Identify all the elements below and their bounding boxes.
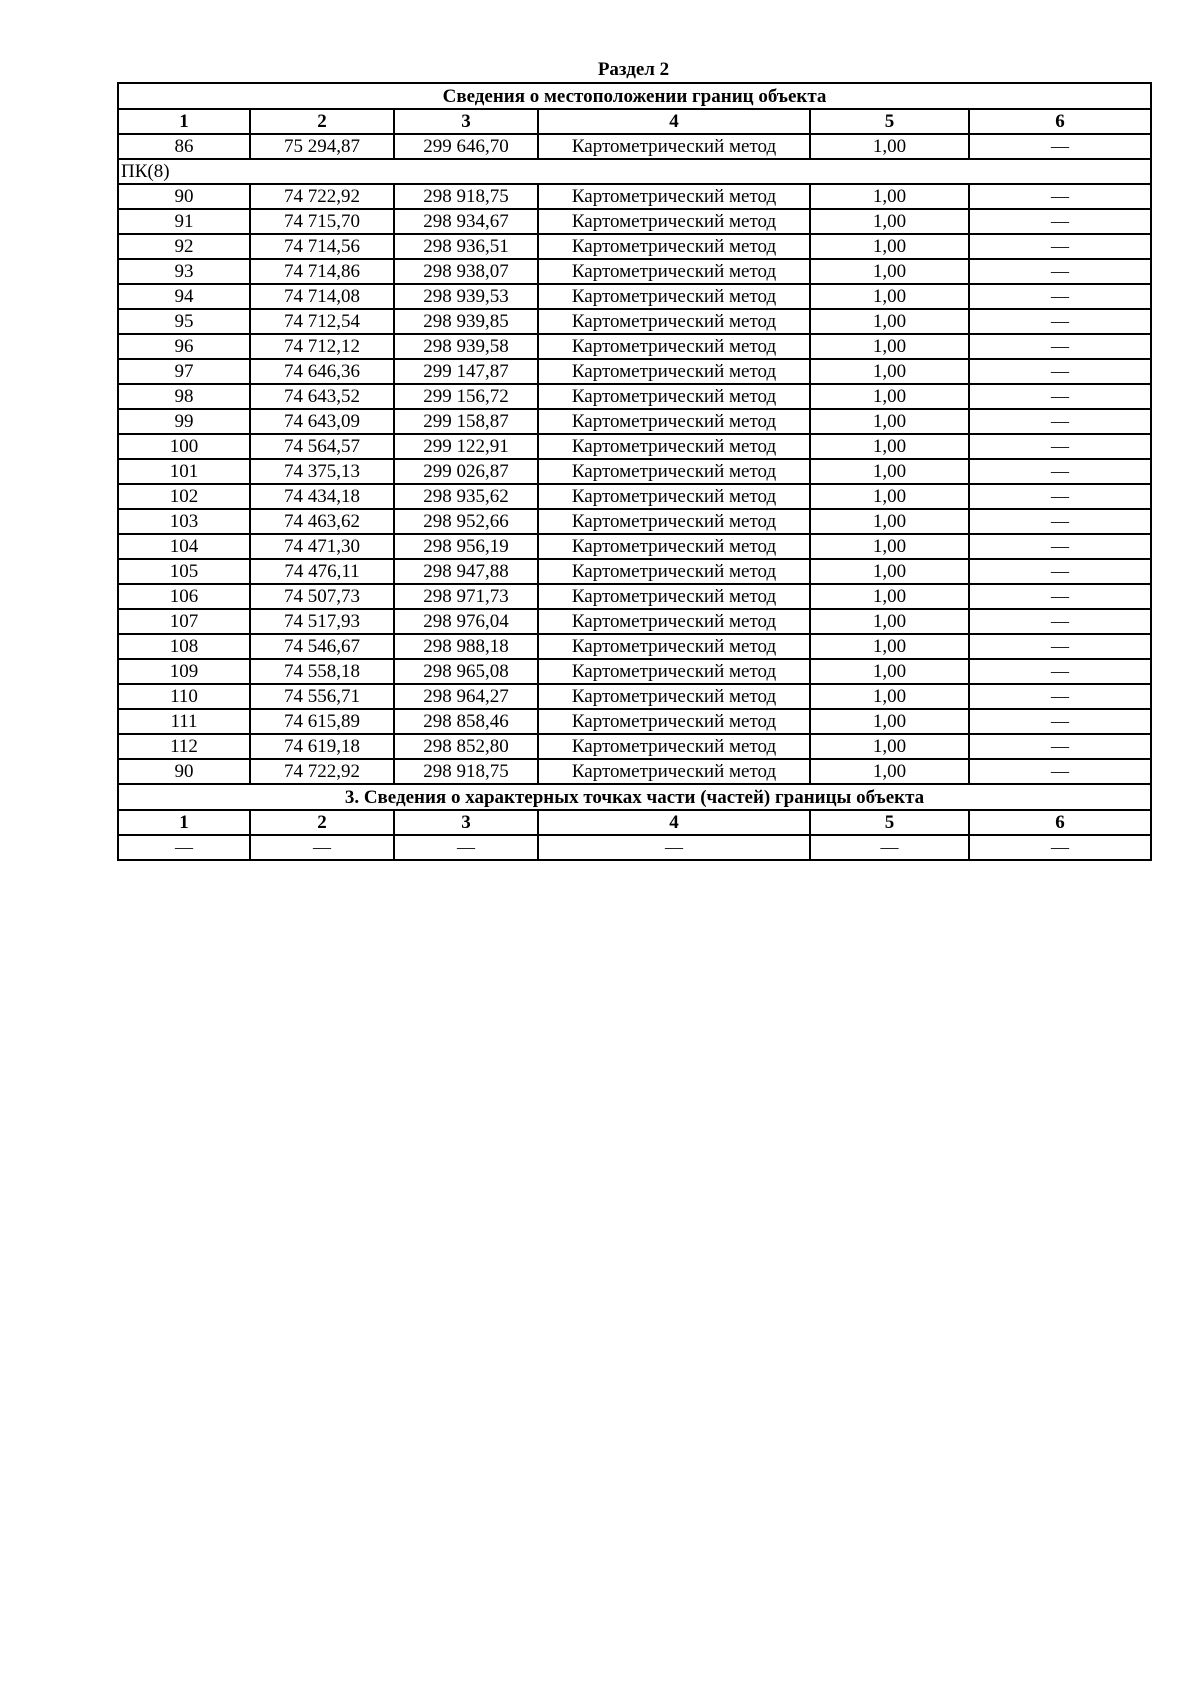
table-cell: 298 952,66 [394, 509, 538, 534]
table-row [118, 209, 1151, 234]
table-cell: 298 956,19 [394, 534, 538, 559]
column-header: 2 [250, 109, 394, 134]
table-cell: 298 938,07 [394, 259, 538, 284]
table-cell: 1,00 [810, 484, 969, 509]
table-cell: — [969, 309, 1151, 334]
table-cell: — [538, 835, 810, 860]
table-cell: 102 [118, 484, 250, 509]
table-row [118, 684, 1151, 709]
table-cell: 1,00 [810, 634, 969, 659]
table-cell: 74 471,30 [250, 534, 394, 559]
table-cell: 74 714,86 [250, 259, 394, 284]
table-cell: Картометрический метод [538, 209, 810, 234]
table-cell: — [969, 659, 1151, 684]
table-cell: Картометрический метод [538, 459, 810, 484]
table-cell: 1,00 [810, 584, 969, 609]
table-cell: 298 918,75 [394, 759, 538, 784]
table-row [118, 759, 1151, 784]
table-row [118, 734, 1151, 759]
table-cell: 1,00 [810, 684, 969, 709]
table-cell: 298 965,08 [394, 659, 538, 684]
table-cell: 99 [118, 409, 250, 434]
table-cell: 1,00 [810, 534, 969, 559]
group-row [118, 159, 1151, 184]
table-row [118, 584, 1151, 609]
table-cell: — [969, 709, 1151, 734]
column-header: 6 [969, 810, 1151, 835]
table-cell: 299 156,72 [394, 384, 538, 409]
table-cell: 74 646,36 [250, 359, 394, 384]
table-cell: 74 712,54 [250, 309, 394, 334]
table-row [118, 434, 1151, 459]
column-header: 3 [394, 810, 538, 835]
table-cell: 98 [118, 384, 250, 409]
group-label: ПК(8) [118, 159, 1151, 184]
table-cell: — [969, 684, 1151, 709]
table-cell: 74 564,57 [250, 434, 394, 459]
table-cell: Картометрический метод [538, 534, 810, 559]
column-header: 3 [394, 109, 538, 134]
table-cell: 74 643,09 [250, 409, 394, 434]
table-cell: — [969, 209, 1151, 234]
table-cell: — [969, 835, 1151, 860]
table-cell: 74 546,67 [250, 634, 394, 659]
table-cell: 299 158,87 [394, 409, 538, 434]
section3-header-row [118, 810, 1151, 835]
table-cell: 1,00 [810, 759, 969, 784]
table-cell: — [969, 734, 1151, 759]
table-cell: — [969, 134, 1151, 159]
table-cell: 91 [118, 209, 250, 234]
table-cell: — [969, 459, 1151, 484]
column-header: 5 [810, 810, 969, 835]
table-cell: Картометрический метод [538, 134, 810, 159]
table-cell: 74 434,18 [250, 484, 394, 509]
table-cell: 1,00 [810, 409, 969, 434]
table-cell: — [969, 409, 1151, 434]
table-cell: — [969, 234, 1151, 259]
table-cell: 298 858,46 [394, 709, 538, 734]
table-cell: — [969, 284, 1151, 309]
table-cell: 298 935,62 [394, 484, 538, 509]
section3-title: 3. Сведения о характерных точках части (частей) границы объекта [118, 784, 1151, 810]
table-row [118, 409, 1151, 434]
table-cell: 106 [118, 584, 250, 609]
table-cell: 298 918,75 [394, 184, 538, 209]
table-cell: 298 852,80 [394, 734, 538, 759]
table-cell: Картометрический метод [538, 659, 810, 684]
table-cell: Картометрический метод [538, 434, 810, 459]
table-cell: — [969, 559, 1151, 584]
table-cell: 74 476,11 [250, 559, 394, 584]
table-cell: 1,00 [810, 559, 969, 584]
table-cell: 74 615,89 [250, 709, 394, 734]
table-cell: Картометрический метод [538, 334, 810, 359]
table-cell: — [118, 835, 250, 860]
table-cell: 1,00 [810, 359, 969, 384]
table-row [118, 134, 1151, 159]
table-cell: 74 714,08 [250, 284, 394, 309]
table-cell: 112 [118, 734, 250, 759]
table-cell: 1,00 [810, 609, 969, 634]
table-cell: Картометрический метод [538, 634, 810, 659]
table-cell: 1,00 [810, 184, 969, 209]
table-cell: — [969, 609, 1151, 634]
table-cell: 298 936,51 [394, 234, 538, 259]
table-cell: Картометрический метод [538, 284, 810, 309]
column-header: 4 [538, 109, 810, 134]
table-cell: Картометрический метод [538, 259, 810, 284]
table-cell: — [969, 184, 1151, 209]
table-title: Сведения о местоположении границ объекта [118, 83, 1151, 109]
table-cell: Картометрический метод [538, 609, 810, 634]
table-cell: 299 646,70 [394, 134, 538, 159]
table-cell: 1,00 [810, 234, 969, 259]
table-cell: 299 147,87 [394, 359, 538, 384]
table-cell: — [969, 359, 1151, 384]
table-cell: 298 976,04 [394, 609, 538, 634]
table-row [118, 559, 1151, 584]
table-cell: 1,00 [810, 459, 969, 484]
table-cell: 92 [118, 234, 250, 259]
table-cell: 298 939,58 [394, 334, 538, 359]
table-cell: 107 [118, 609, 250, 634]
table-cell: 298 964,27 [394, 684, 538, 709]
table-cell: 298 939,85 [394, 309, 538, 334]
table-cell: Картометрический метод [538, 359, 810, 384]
table-cell: 1,00 [810, 259, 969, 284]
table-cell: 1,00 [810, 709, 969, 734]
table-cell: Картометрический метод [538, 509, 810, 534]
table-row [118, 534, 1151, 559]
table-cell: Картометрический метод [538, 759, 810, 784]
table-row [118, 184, 1151, 209]
table-cell: Картометрический метод [538, 184, 810, 209]
table-cell: 1,00 [810, 334, 969, 359]
table-cell: 94 [118, 284, 250, 309]
column-header: 4 [538, 810, 810, 835]
table-row [118, 284, 1151, 309]
table-cell: 1,00 [810, 434, 969, 459]
table-cell: Картометрический метод [538, 409, 810, 434]
table-cell: 1,00 [810, 509, 969, 534]
column-header: 6 [969, 109, 1151, 134]
table-cell: 86 [118, 134, 250, 159]
table-cell: 75 294,87 [250, 134, 394, 159]
table-cell: 1,00 [810, 384, 969, 409]
table-row [118, 359, 1151, 384]
column-header: 5 [810, 109, 969, 134]
table-cell: — [969, 434, 1151, 459]
table-cell: 103 [118, 509, 250, 534]
table-cell: — [969, 484, 1151, 509]
table-cell: 97 [118, 359, 250, 384]
table-row [118, 259, 1151, 284]
table-row [118, 459, 1151, 484]
table-row [118, 309, 1151, 334]
boundary-table [117, 82, 1152, 861]
table-row [118, 709, 1151, 734]
table-cell: 74 463,62 [250, 509, 394, 534]
table-cell: — [969, 584, 1151, 609]
table-cell: 74 712,12 [250, 334, 394, 359]
table-cell: 90 [118, 759, 250, 784]
table-cell: — [969, 384, 1151, 409]
table-cell: Картометрический метод [538, 559, 810, 584]
table-row [118, 659, 1151, 684]
table-cell: — [969, 259, 1151, 284]
table-cell: 74 558,18 [250, 659, 394, 684]
table-cell: 74 375,13 [250, 459, 394, 484]
table-row [118, 234, 1151, 259]
table-cell: 101 [118, 459, 250, 484]
table-row [118, 384, 1151, 409]
section-title: Раздел 2 [597, 59, 670, 80]
column-header: 1 [118, 810, 250, 835]
table-cell: 74 714,56 [250, 234, 394, 259]
table-cell: 105 [118, 559, 250, 584]
table-cell: 90 [118, 184, 250, 209]
section3-title-row [118, 784, 1151, 810]
table-cell: 298 947,88 [394, 559, 538, 584]
table-cell: 95 [118, 309, 250, 334]
table-cell: 74 722,92 [250, 759, 394, 784]
table-cell: 74 619,18 [250, 734, 394, 759]
table-cell: 110 [118, 684, 250, 709]
table-cell: 104 [118, 534, 250, 559]
table-row [118, 634, 1151, 659]
table-row [118, 509, 1151, 534]
column-header: 1 [118, 109, 250, 134]
table-cell: 109 [118, 659, 250, 684]
table-cell: 1,00 [810, 284, 969, 309]
table-cell: Картометрический метод [538, 484, 810, 509]
table-cell: — [250, 835, 394, 860]
table-cell: 74 517,93 [250, 609, 394, 634]
table-cell: 96 [118, 334, 250, 359]
table-cell: 100 [118, 434, 250, 459]
table-cell: 299 026,87 [394, 459, 538, 484]
table-cell: Картометрический метод [538, 309, 810, 334]
table-cell: 93 [118, 259, 250, 284]
table-cell: 1,00 [810, 309, 969, 334]
table-cell: 298 939,53 [394, 284, 538, 309]
table-cell: — [969, 509, 1151, 534]
table-cell: 298 934,67 [394, 209, 538, 234]
table-cell: Картометрический метод [538, 709, 810, 734]
table-cell: — [394, 835, 538, 860]
column-header: 2 [250, 810, 394, 835]
table-cell: 74 507,73 [250, 584, 394, 609]
table-cell: Картометрический метод [538, 734, 810, 759]
table-cell: — [969, 759, 1151, 784]
table-row [118, 334, 1151, 359]
table-cell: — [810, 835, 969, 860]
table-cell: 74 643,52 [250, 384, 394, 409]
table-cell: — [969, 634, 1151, 659]
table-cell: 74 722,92 [250, 184, 394, 209]
table-cell: — [969, 334, 1151, 359]
table-cell: 299 122,91 [394, 434, 538, 459]
table-cell: 108 [118, 634, 250, 659]
table-cell: 1,00 [810, 134, 969, 159]
table-row [118, 835, 1151, 860]
table-cell: 74 715,70 [250, 209, 394, 234]
table-cell: Картометрический метод [538, 584, 810, 609]
table-cell: 298 988,18 [394, 634, 538, 659]
table-cell: 298 971,73 [394, 584, 538, 609]
table-cell: — [969, 534, 1151, 559]
column-header-row [118, 109, 1151, 134]
table-cell: 111 [118, 709, 250, 734]
table-cell: 1,00 [810, 734, 969, 759]
table-row [118, 484, 1151, 509]
table-cell: 1,00 [810, 659, 969, 684]
table-cell: Картометрический метод [538, 384, 810, 409]
table-cell: 74 556,71 [250, 684, 394, 709]
table-cell: Картометрический метод [538, 234, 810, 259]
table-cell: 1,00 [810, 209, 969, 234]
table-row [118, 609, 1151, 634]
table-cell: Картометрический метод [538, 684, 810, 709]
